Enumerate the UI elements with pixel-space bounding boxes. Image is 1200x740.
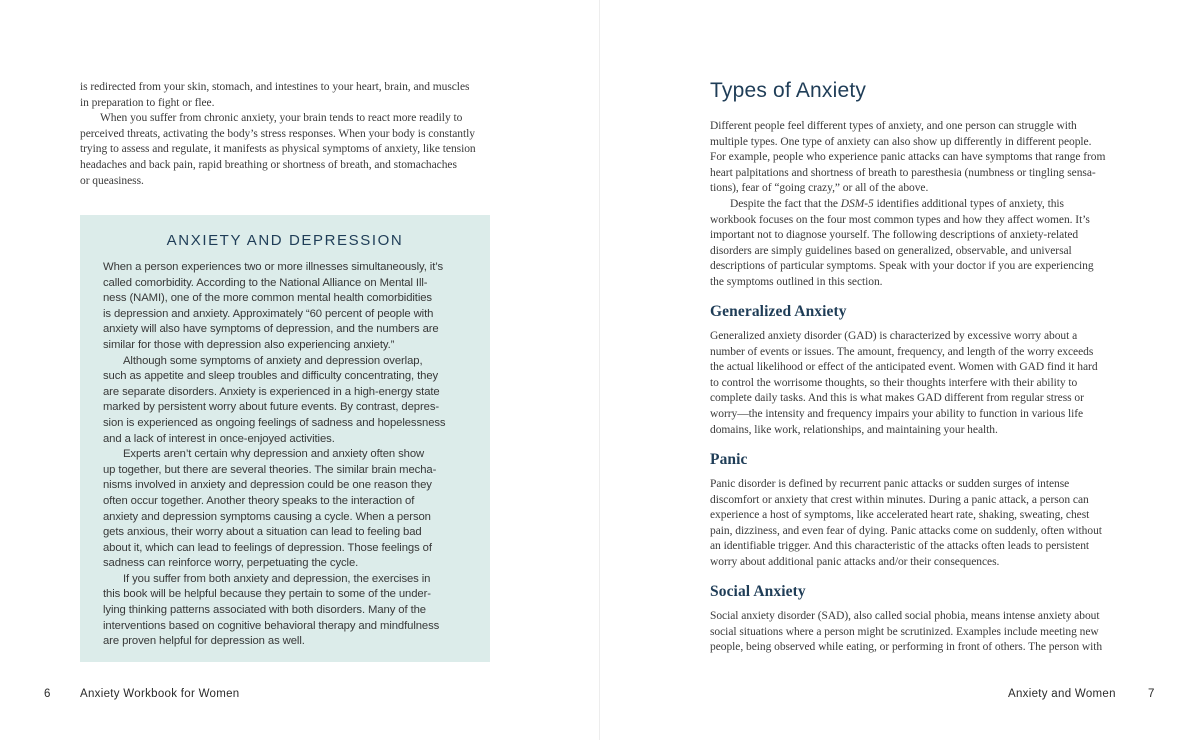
text-line: is depression and anxiety. Approximately “60 percent of people with bbox=[103, 307, 434, 320]
text-line: disorders are simply guidelines based on generalized, observable, and universal bbox=[710, 244, 1072, 257]
left-paragraph-1 bbox=[80, 80, 500, 111]
intro-paragraph-1 bbox=[710, 119, 1105, 197]
text-line: an identifiable trigger. And this characteristic of the attacks often leads to persistent bbox=[710, 540, 1090, 553]
heading-social-anxiety: Social Anxiety bbox=[710, 583, 806, 600]
generalized-anxiety-text bbox=[710, 329, 1098, 438]
text-line: worry about additional panic attacks and/or their consequences. bbox=[710, 555, 1000, 568]
text-line: descriptions of particular symptoms. Speak with your doctor if you are experiencing bbox=[710, 260, 1094, 273]
text-line: similar for those with depression also experiencing anxiety.” bbox=[103, 338, 395, 351]
sidebar-title: ANXIETY AND DEPRESSION bbox=[166, 232, 404, 249]
text-line: in preparation to fight or flee. bbox=[80, 96, 215, 109]
text-line: sadness can reinforce worry, perpetuating the cycle. bbox=[103, 557, 359, 570]
text-line: the actual likelihood or effect of the anticipated event. Women with GAD find it hard bbox=[710, 361, 1098, 374]
text-line: is redirected from your skin, stomach, and intestines to your heart, brain, and muscles bbox=[80, 81, 470, 93]
text-line: often occur together. Another theory speaks to the interaction of bbox=[103, 494, 415, 507]
text-line: multiple types. One type of anxiety can also show up differently in different people. bbox=[710, 135, 1092, 148]
text-line: number of events or issues. The amount, frequency, and length of the worry exceeds bbox=[710, 345, 1094, 358]
text-line: called comorbidity. According to the National Alliance on Mental Ill- bbox=[103, 276, 428, 289]
sidebar-box bbox=[80, 215, 490, 662]
text-line: this book will be helpful because they pertain to some of the under- bbox=[103, 588, 431, 601]
text-fragment: identifies additional types of anxiety, this bbox=[873, 197, 1064, 210]
text-line: social situations where a person might be scrutinized. Examples include meeting new bbox=[710, 625, 1099, 638]
text-line: important not to diagnose yourself. The following descriptions of anxiety-related bbox=[710, 229, 1079, 242]
text-line bbox=[710, 197, 1105, 213]
text-line: sion is experienced as ongoing feelings of sadness and hopelessness bbox=[103, 416, 446, 429]
text-line: pain, dizziness, and even fear of dying. Panic attacks come on suddenly, often without bbox=[710, 524, 1102, 537]
text-line: Generalized anxiety disorder (GAD) is characterized by excessive worry about a bbox=[710, 330, 1078, 342]
text-line: lying thinking patterns associated with both disorders. Many of the bbox=[103, 604, 426, 617]
panic-text bbox=[710, 477, 1102, 571]
right-page-number: 7 bbox=[1148, 688, 1155, 700]
text-line: Panic disorder is defined by recurrent panic attacks or sudden surges of intense bbox=[710, 478, 1070, 490]
text-line: trying to assess and regulate, it manifests as physical symptoms of anxiety, like tension bbox=[80, 143, 476, 156]
text-line: ness (NAMI), one of the more common mental health comorbidities bbox=[103, 292, 432, 305]
left-body-text bbox=[80, 80, 500, 189]
section-paragraph bbox=[710, 329, 1098, 438]
text-line: people, being observed while eating, or performing in front of others. The person with bbox=[710, 641, 1103, 654]
text-line: headaches and back pain, rapid breathing or shortness of breath, and stomachaches bbox=[80, 158, 457, 171]
right-page bbox=[600, 0, 1200, 740]
text-line: such as appetite and sleep troubles and difficulty concentrating, they bbox=[103, 370, 439, 383]
text-line: marked by persistent worry about future events. By contrast, depres- bbox=[103, 401, 440, 414]
right-running-footer: Anxiety and Women bbox=[1008, 688, 1116, 700]
text-line: anxiety will also have symptoms of depression, and the numbers are bbox=[103, 323, 439, 336]
section-paragraph bbox=[710, 609, 1102, 656]
text-line: Social anxiety disorder (SAD), also called social phobia, means intense anxiety about bbox=[710, 610, 1100, 622]
sidebar-paragraph-4 bbox=[103, 572, 475, 650]
text-line: tions), fear of “going crazy,” or all of the above. bbox=[710, 182, 929, 195]
left-paragraph-2 bbox=[80, 111, 500, 189]
dsm5-italic: DSM-5 bbox=[840, 197, 874, 210]
text-line: and a lack of interest in once-enjoyed activities. bbox=[103, 432, 335, 445]
text-line: Different people feel different types of anxiety, and one person can struggle with bbox=[710, 120, 1077, 132]
text-line: Although some symptoms of anxiety and depression overlap, bbox=[123, 354, 423, 367]
text-line: Experts aren’t certain why depression and anxiety often show bbox=[123, 448, 425, 461]
sidebar-paragraph-2 bbox=[103, 354, 475, 448]
text-line: up together, but there are several theories. The similar brain mecha- bbox=[103, 463, 437, 476]
text-line: nisms involved in anxiety and depression could be one reason they bbox=[103, 479, 432, 492]
text-line: or queasiness. bbox=[80, 174, 144, 187]
text-fragment: Despite the fact that the bbox=[730, 197, 841, 210]
text-line: perceived threats, activating the body’s stress responses. When your body is constantly bbox=[80, 127, 475, 140]
text-line: workbook focuses on the four most common types and how they affect women. It’s bbox=[710, 213, 1090, 226]
text-line: anxiety and depression symptoms causing a cycle. When a person bbox=[103, 510, 431, 523]
text-line: gets anxious, their worry about a situation can lead to feeling bad bbox=[103, 526, 422, 539]
text-line: are proven helpful for depression as well. bbox=[103, 635, 305, 648]
intro-paragraph-2 bbox=[710, 197, 1105, 291]
text-line: complete daily tasks. And this is what makes GAD different from regular stress or bbox=[710, 392, 1084, 405]
page-title: Types of Anxiety bbox=[710, 79, 867, 102]
section-paragraph bbox=[710, 477, 1102, 571]
social-anxiety-text bbox=[710, 609, 1102, 656]
text-line: When a person experiences two or more illnesses simultaneously, it’s bbox=[103, 261, 444, 273]
text-line: discomfort or anxiety that crest within minutes. During a panic attack, a person can bbox=[710, 493, 1089, 506]
text-line: the symptoms outlined in this section. bbox=[710, 275, 883, 288]
text-line: worry—the intensity and frequency impairs your ability to function in various life bbox=[710, 407, 1084, 420]
text-line: domains, like work, relationships, and maintaining your health. bbox=[710, 423, 998, 436]
text-line: experience a host of symptoms, like accelerated heart rate, shaking, sweating, chest bbox=[710, 509, 1090, 522]
text-line: are separate disorders. Anxiety is experienced in a high-energy state bbox=[103, 385, 440, 398]
sidebar-paragraph-1 bbox=[103, 260, 475, 354]
heading-generalized-anxiety: Generalized Anxiety bbox=[710, 303, 847, 320]
text-line: to control the worrisome thoughts, so their thoughts interfere with their ability to bbox=[710, 376, 1078, 389]
intro-text bbox=[710, 119, 1105, 291]
left-running-footer: Anxiety Workbook for Women bbox=[80, 688, 240, 700]
text-line: interventions based on cognitive behavioral therapy and mindfulness bbox=[103, 619, 440, 632]
text-line: about it, which can lead to feelings of depression. Those feelings of bbox=[103, 541, 432, 554]
text-line: heart palpitations and shortness of breath to paresthesia (numbness or tingling sensa- bbox=[710, 166, 1096, 179]
text-line: If you suffer from both anxiety and depression, the exercises in bbox=[123, 572, 431, 585]
sidebar-paragraph-3 bbox=[103, 447, 475, 572]
heading-panic: Panic bbox=[710, 451, 748, 468]
sidebar-text bbox=[103, 260, 475, 650]
text-line: When you suffer from chronic anxiety, your brain tends to react more readily to bbox=[100, 112, 463, 125]
left-page-number: 6 bbox=[44, 688, 51, 700]
text-line: For example, people who experience panic attacks can have symptoms that range from bbox=[710, 151, 1106, 164]
